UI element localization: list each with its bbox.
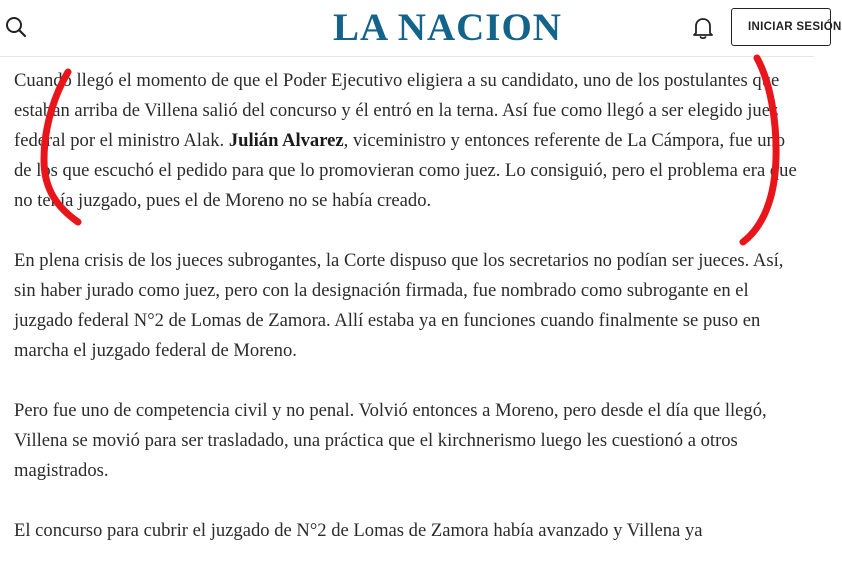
bold-name: Julián Alvarez xyxy=(228,130,344,151)
article-paragraph: Pero fue uno de competencia civil y no penal. Volvió entonces a Moreno, pero desde el día que llegó, Villena se movió para ser trasladado, una práctica que el kirchnerismo luego les cuestionó a otros magistrados. xyxy=(14,400,767,481)
article-paragraph: En plena crisis de los jueces subrogantes, la Corte dispuso que los secretarios no podían ser jueces. Así, sin haber jurado como juez, pero con la designación firmada, fue nombrado como subrogante en el juzgado federal N°2 de Lomas de Zamora. Allí estaba ya en funciones cuando finalmente se puso en marcha el juzgado federal de Moreno. xyxy=(14,250,784,361)
search-icon xyxy=(4,15,28,39)
search-button[interactable] xyxy=(2,12,30,42)
notifications-button[interactable] xyxy=(690,14,716,42)
paragraph-text: Cuando llegó el momento de que el Poder Ejecutivo eligiera a su candidato, uno de los postulantes que estaban arriba de Villena salió del concurso y él entró en la terna. Así fue como llegó a ser elegido juez federal por el ministro Alak. xyxy=(14,70,780,151)
paragraph-text: , viceministro y entonces referente de La Cámpora, fue uno de los que escuchó el pedido para que lo promovieran como juez. Lo consiguió, pero el problema era que no tenía juzgado, pues el de Moreno no se había creado. xyxy=(14,130,797,211)
site-header xyxy=(0,0,842,57)
bell-icon xyxy=(692,16,714,40)
site-logo[interactable]: LA NACION xyxy=(333,6,562,49)
login-button[interactable]: INICIAR SESIÓN xyxy=(731,8,831,46)
article-paragraph xyxy=(14,66,804,216)
article-paragraph: El concurso para cubrir el juzgado de N°2 de Lomas de Zamora había avanzado y Villena ya xyxy=(14,520,703,541)
article-body xyxy=(14,66,804,576)
